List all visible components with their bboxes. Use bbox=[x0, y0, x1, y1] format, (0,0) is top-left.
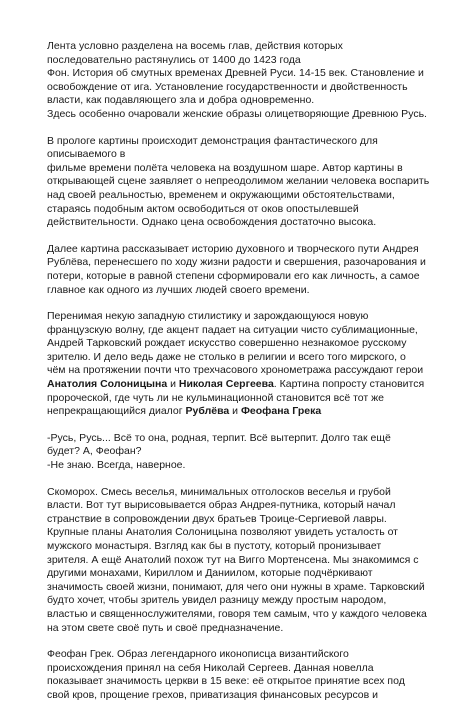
text-line: действительности. Однако цена освобождения достаточно высока. bbox=[47, 216, 377, 229]
paragraph-gap bbox=[47, 122, 437, 135]
text-line: будет? А, Феофан? bbox=[47, 445, 142, 458]
text-line: Лента условно разделена на восемь глав, действия которых bbox=[47, 40, 343, 52]
text-line: Скоморох. Смесь веселья, минимальных отголосков веселья и грубой bbox=[47, 485, 391, 498]
text-line: будто хочет, чтобы зритель увидел разницу между простым народом, bbox=[47, 594, 387, 607]
text-line: власти. Вот тут вырисовывается образ Андрея-путника, который начал bbox=[47, 499, 396, 512]
text-line: В прологе картины происходит демонстрация фантастического для описываемого в bbox=[47, 134, 378, 161]
text-line: мужского монастыря. Взгляд как бы в пустоту, который пронизывает bbox=[47, 540, 382, 552]
text-line: над своей реальностью, временем и окружающими обстоятельствами, bbox=[47, 188, 395, 201]
text-line: другими монахами, Кириллом и Даниилом, которые подчёркивают bbox=[47, 567, 373, 580]
paragraph-gap bbox=[47, 419, 437, 432]
paragraph-style bbox=[47, 310, 437, 419]
text-line: освобождение от ига. Установление государственности и двойственность bbox=[47, 80, 408, 93]
text-line: чём на протяжении почти что трехчасового хронометража рассуждают герои bbox=[47, 364, 424, 377]
text-line: свой кров, прощение грехов, приватизация финансовых ресурсов и bbox=[47, 688, 379, 701]
text-line: зрителя. А ещё Анатолий похож тут на Вигго Мортенсена. Мы знакомимся с bbox=[47, 553, 419, 566]
text-line: Перенимая некую западную стилистику и зарождающуюся новую bbox=[47, 310, 369, 323]
text-line: главное как одного из лучших людей своего времени. bbox=[47, 283, 310, 296]
paragraph-story bbox=[47, 243, 437, 297]
paragraph-gap bbox=[47, 473, 437, 486]
text-line: Анатолия Солоницына и Николая Сергеева. Картина попросту становится bbox=[47, 378, 425, 391]
text-line: Крупные планы Анатолия Солоницына позволяют увидеть усталость от bbox=[47, 526, 398, 539]
text-line: Рублёва, перенесшего по ходу жизни радости и свершения, разочарования и bbox=[47, 256, 426, 269]
text-line: власти, как подавляющего зла и добра одновременно. bbox=[47, 94, 315, 107]
text-line: Андрей Тарковский рождает искусство совершенно незнакомое русскому bbox=[47, 337, 407, 350]
text-line: -Русь, Русь... Всё то она, родная, терпит. Всё вытерпит. Долго так ещё bbox=[47, 431, 391, 444]
text-line: Здесь особенно очаровали женские образы олицетворяющие Древнюю Русь. bbox=[47, 107, 427, 120]
text-line: фильме времени полёта человека на воздушном шаре. Автор картины в bbox=[47, 161, 403, 174]
paragraph-dialogue bbox=[47, 432, 437, 473]
text-line: происхождения принял на себя Николай Сергеев. Данная новелла bbox=[47, 661, 374, 674]
text-line: показывает значимость церкви в 15 веке: её открытое принятие всех под bbox=[47, 675, 405, 688]
text-line: -Не знаю. Всегда, наверное. bbox=[47, 459, 186, 472]
text-line: последовательно растянулись от 1400 до 1423 года bbox=[47, 53, 301, 66]
text-line: странствие в сопровождении двух братьев Троице-Сергиевой лавры. bbox=[47, 512, 387, 525]
text-line: Феофан Грек. Образ легендарного иконописца византийского bbox=[47, 648, 349, 661]
text-line: пророческой, где чуть ли не кульминационной становится всё тот же bbox=[47, 391, 384, 404]
paragraph-gap bbox=[47, 297, 437, 310]
document-page bbox=[47, 40, 437, 703]
text-line: на этом свете своё путь и своё предназначение. bbox=[47, 621, 284, 634]
text-line: стараясь подобным актом освободиться от оков опостылевшей bbox=[47, 202, 359, 215]
paragraph-skomorokh bbox=[47, 486, 437, 636]
paragraph-gap bbox=[47, 635, 437, 648]
text-line: Фон. История об смутных временах Древней Руси. 14-15 век. Становление и bbox=[47, 67, 424, 80]
text-line: зрителю. И дело ведь даже не столько в религии и всего того мирского, о bbox=[47, 350, 406, 363]
paragraph-prologue bbox=[47, 135, 437, 230]
text-line: значимость своей жизни, понимают, для чего они нужны в храме. Тарковский bbox=[47, 580, 425, 593]
text-line: потери, которые в равной степени сформировали его как личность, а самое bbox=[47, 269, 420, 282]
paragraph-gap bbox=[47, 230, 437, 243]
paragraph-feofan bbox=[47, 648, 437, 702]
text-line: властью и священнослужителями, говоря тем самым, что у каждого человека bbox=[47, 607, 427, 620]
paragraph-intro bbox=[47, 40, 437, 122]
text-line: французскую волну, где акцент падает на ситуации чисто сублимационные, bbox=[47, 323, 418, 336]
text-line: непрекращающийся диалог Рублёва и Феофана Грека bbox=[47, 405, 322, 418]
text-line: Далее картина рассказывает историю духовного и творческого пути Андрея bbox=[47, 242, 419, 255]
text-line: открывающей сцене заявляет о непреодолимом желании человека воспарить bbox=[47, 175, 430, 188]
